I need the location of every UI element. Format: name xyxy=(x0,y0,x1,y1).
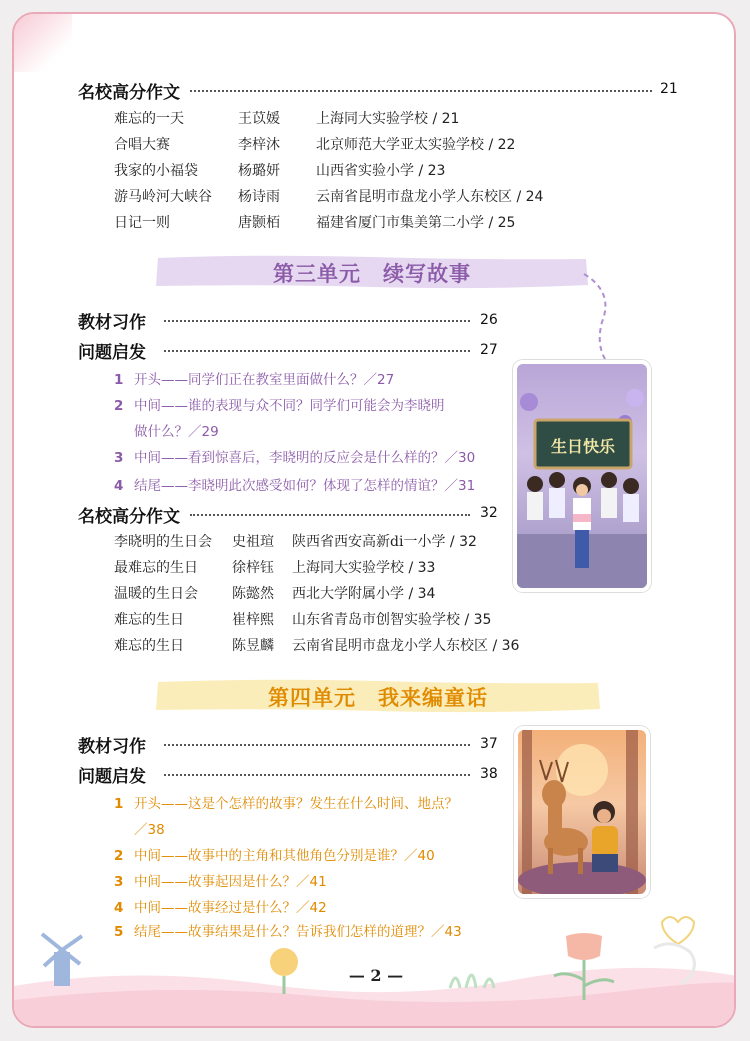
question-item: 5 结尾——故事结果是什么？告诉我们怎样的道理？／43 xyxy=(114,924,462,940)
essay-school-page: 上海同大实验学校 / 21 xyxy=(316,111,460,127)
essay-author: 唐颢栢 xyxy=(238,215,280,231)
toc-page xyxy=(12,12,736,1028)
essay-school-page: 上海同大实验学校 / 33 xyxy=(292,560,436,576)
essay-title: 我家的小福袋 xyxy=(114,163,198,179)
textbook-page-unit3: 26 xyxy=(480,312,498,328)
question-item: 做什么？／29 xyxy=(134,424,219,440)
essay-title: 李晓明的生日会 xyxy=(114,534,212,550)
leader-dots xyxy=(164,350,470,352)
essay-school-page: 山西省实验小学 / 23 xyxy=(316,163,446,179)
deer-scene xyxy=(518,730,646,894)
question-item: ／38 xyxy=(134,822,165,838)
corner-decoration xyxy=(12,12,72,72)
leader-dots xyxy=(190,514,470,516)
inspire-page-unit4: 38 xyxy=(480,766,498,782)
textbook-page-unit4: 37 xyxy=(480,736,498,752)
essay-author: 徐梓钰 xyxy=(232,560,274,576)
question-item: 3 中间——看到惊喜后，李晓明的反应会是什么样的？／30 xyxy=(114,450,476,466)
inspire-page-unit3: 27 xyxy=(480,342,498,358)
essay-author: 王苡媛 xyxy=(238,111,280,127)
essays-heading-unit2: 名校高分作文 xyxy=(78,83,180,103)
essay-school-page: 福建省厦门市集美第二小学 / 25 xyxy=(316,215,516,231)
birthday-illustration xyxy=(513,360,651,592)
unit4-title: 第四单元 我来编童话 xyxy=(268,686,488,710)
essay-author: 陈懿然 xyxy=(232,586,274,602)
essay-school-page: 山东省青岛市创智实验学校 / 35 xyxy=(292,612,492,628)
textbook-label-unit3: 教材习作 xyxy=(78,313,146,333)
essay-title: 日记一则 xyxy=(114,215,170,231)
essay-author: 崔梓熙 xyxy=(232,612,274,628)
essay-author: 杨璐妍 xyxy=(238,163,280,179)
essay-author: 李梓沐 xyxy=(238,137,280,153)
essay-title: 游马岭河大峡谷 xyxy=(114,189,212,205)
essay-title: 难忘的生日 xyxy=(114,638,184,654)
unit3-title: 第三单元 续写故事 xyxy=(273,262,471,286)
essay-school-page: 北京师范大学亚太实验学校 / 22 xyxy=(316,137,516,153)
question-item: 3 中间——故事起因是什么？／41 xyxy=(114,874,327,890)
question-item: 2 中间——故事中的主角和其他角色分别是谁？／40 xyxy=(114,848,435,864)
essays-page-unit3: 32 xyxy=(480,505,498,521)
leader-dots xyxy=(164,744,470,746)
question-item: 1 开头——同学们正在教室里面做什么？／27 xyxy=(114,372,395,388)
essays-page-unit2: 21 xyxy=(660,81,678,97)
essays-heading-unit3: 名校高分作文 xyxy=(78,507,180,527)
essay-title: 合唱大赛 xyxy=(114,137,170,153)
essay-title: 最难忘的生日 xyxy=(114,560,198,576)
leader-dots xyxy=(164,320,470,322)
leader-dots xyxy=(190,90,652,92)
question-item: 1 开头——这是个怎样的故事？发生在什么时间、地点？ xyxy=(114,796,458,812)
tulip-icon xyxy=(536,930,626,1000)
inspire-label-unit3: 问题启发 xyxy=(78,343,146,363)
essay-school-page: 陕西省西安高新di一小学 / 32 xyxy=(292,534,477,550)
essay-author: 杨诗雨 xyxy=(238,189,280,205)
question-item: 2 中间——谁的表现与众不同？同学们可能会为李晓明 xyxy=(114,398,445,414)
textbook-label-unit4: 教材习作 xyxy=(78,737,146,757)
page-number: — 2 — xyxy=(348,966,404,985)
chalkboard-text: 生日快乐 xyxy=(550,437,616,456)
deer-illustration xyxy=(514,726,650,898)
question-item: 4 中间——故事经过是什么？／42 xyxy=(114,900,327,916)
essay-school-page: 云南省昆明市盘龙小学人东校区 / 24 xyxy=(316,189,544,205)
unit3-banner xyxy=(152,254,592,290)
essay-title: 难忘的生日 xyxy=(114,612,184,628)
essay-school-page: 云南省昆明市盘龙小学人东校区 / 36 xyxy=(292,638,520,654)
unit4-banner xyxy=(152,678,604,714)
essay-school-page: 西北大学附属小学 / 34 xyxy=(292,586,436,602)
essay-title: 难忘的一天 xyxy=(114,111,184,127)
essay-author: 陈昱麟 xyxy=(232,638,274,654)
hanging-string xyxy=(574,272,634,372)
birthday-scene xyxy=(517,364,647,588)
inspire-label-unit4: 问题启发 xyxy=(78,767,146,787)
essay-author: 史祖瑄 xyxy=(232,534,274,550)
essay-title: 温暖的生日会 xyxy=(114,586,198,602)
question-item: 4 结尾——李晓明此次感受如何？体现了怎样的情谊？／31 xyxy=(114,478,476,494)
leader-dots xyxy=(164,774,470,776)
